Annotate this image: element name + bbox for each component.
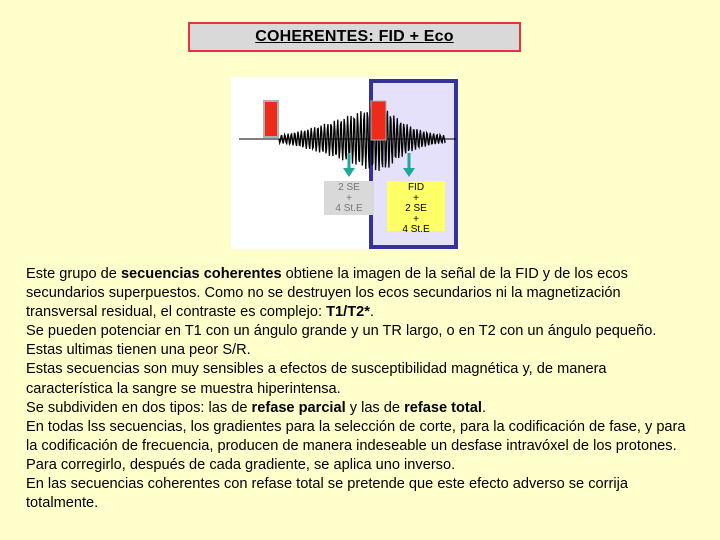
slide-title: COHERENTES: FID + Eco xyxy=(255,28,454,45)
rf-pulse-right xyxy=(371,101,386,140)
paragraph-2: Se pueden potenciar en T1 con un ángulo grande y un TR largo, o en T2 con un ángulo pequeño. Estas ultimas tienen una peor S/R. xyxy=(26,323,657,359)
echo-label-right-line4: + xyxy=(413,213,419,225)
paragraph-1-text-a: Este grupo de xyxy=(26,266,121,282)
echo-label-right-line3: 2 SE xyxy=(405,203,427,214)
paragraph-4-text-b: y las de xyxy=(345,399,405,416)
echo-label-left-line2: + xyxy=(346,192,352,204)
paragraph-1-bold-b: T1/T2* xyxy=(326,304,370,321)
paragraph-4-text-a: Se subdividen en dos tipos: las de xyxy=(26,399,252,416)
echo-label-left-line3: 4 St.E xyxy=(335,203,363,214)
echo-label-left-line1: 2 SE xyxy=(338,182,360,193)
echo-label-left xyxy=(324,181,374,215)
paragraph-4-bold-a: refase parcial xyxy=(251,399,346,416)
rf-pulse-left xyxy=(264,101,278,137)
title-box xyxy=(188,22,521,52)
paragraph-6: En las secuencias coherentes con refase total se pretende que este efecto adverso se corrija totalmente. xyxy=(26,476,628,512)
paragraph-1-bold-a: secuencias coherentes xyxy=(120,266,282,282)
paragraph-4-bold-b: refase total xyxy=(404,399,482,416)
echo-label-right xyxy=(387,181,445,235)
echo-label-right-line5: 4 St.E xyxy=(402,224,430,235)
paragraph-1 xyxy=(26,265,696,322)
echo-label-right-line2: + xyxy=(413,192,419,204)
paragraph-4 xyxy=(26,399,696,418)
body-text xyxy=(26,265,696,513)
sequence-diagram xyxy=(231,77,458,249)
echo-label-right-line1: FID xyxy=(407,182,425,193)
paragraph-1-text-b: obtiene la imagen de la señal de la FID y de los ecos secundarios superpuestos. Como no se destruyen los ecos secundarios ni la magnetización transversal residual, el contraste es complejo: xyxy=(26,266,628,321)
paragraph-1-text-c: . xyxy=(369,304,374,321)
paragraph-3: Estas secuencias son muy sensibles a efectos de susceptibilidad magnética y, de manera característica la sangre se muestra hiperintensa. xyxy=(26,361,607,397)
paragraph-4-text-c: . xyxy=(481,399,487,416)
paragraph-5: En todas lss secuencias, los gradientes para la selección de corte, para la codificación de fase, y para la codificación de frecuencia, producen de manera indeseable un desfase intravóxel de los protones. Para corregirlo, después de cada gradiente, se aplica uno inverso. xyxy=(26,418,686,473)
